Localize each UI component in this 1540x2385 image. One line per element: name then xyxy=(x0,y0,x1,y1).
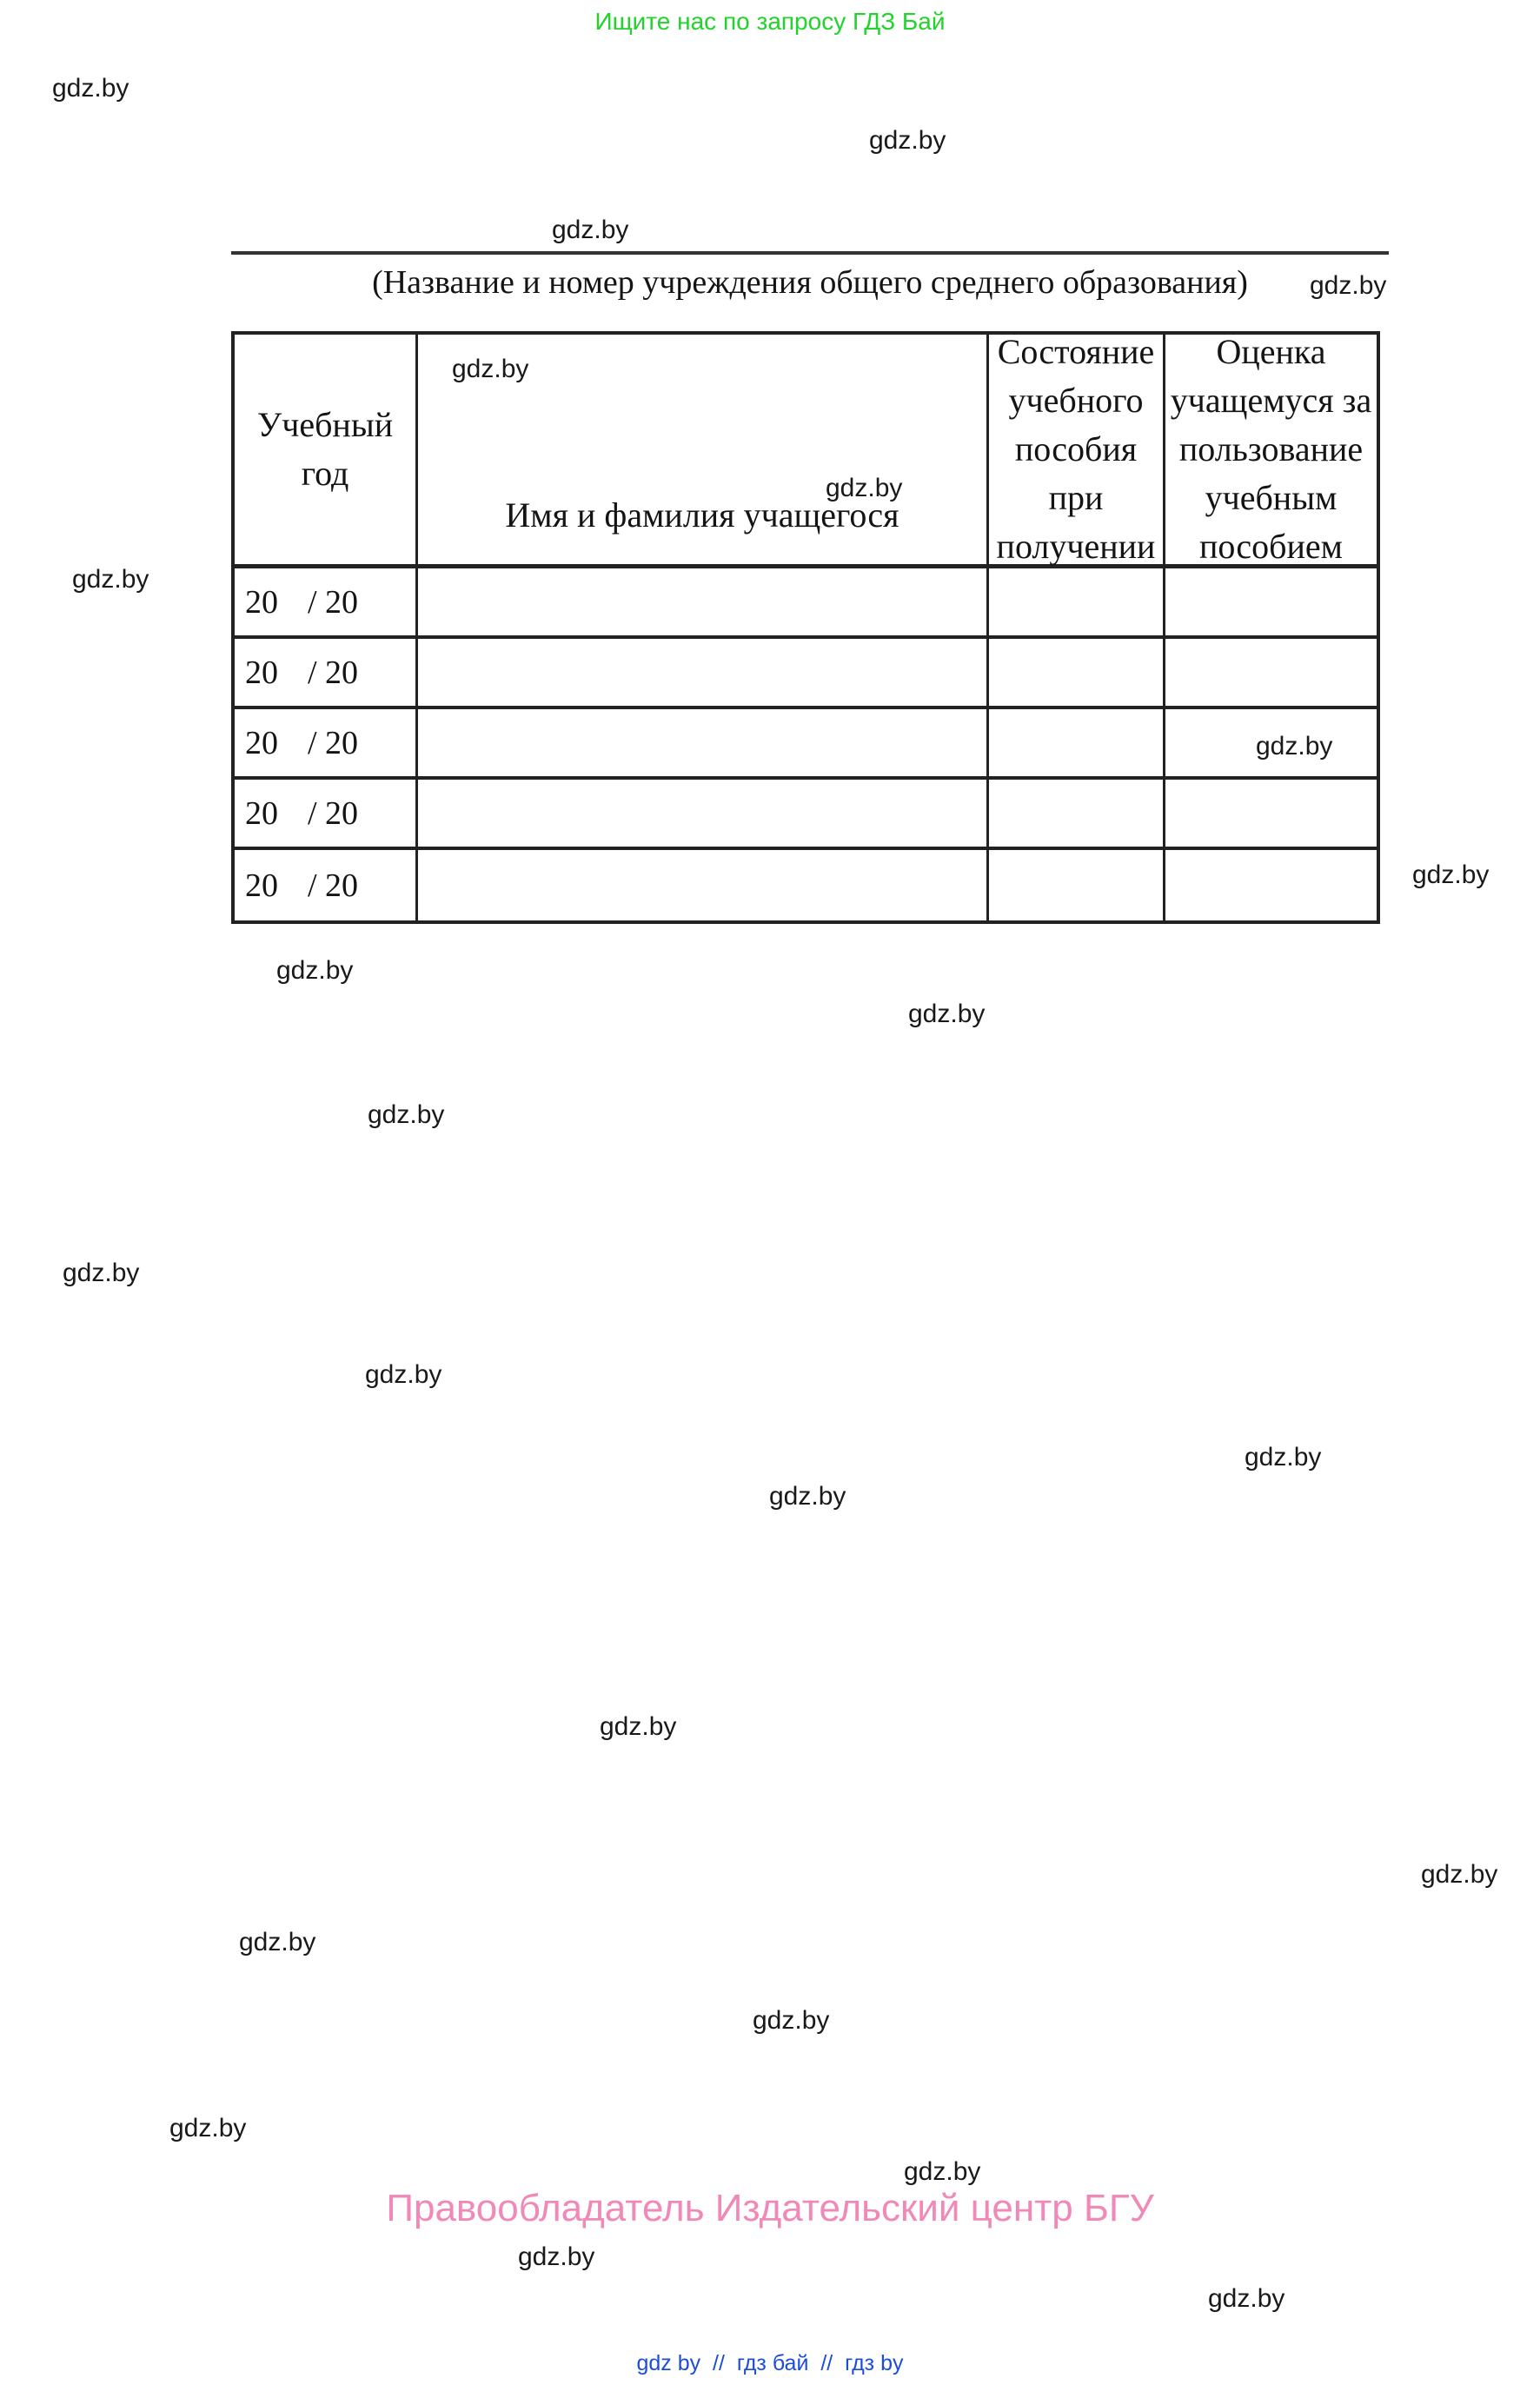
gdz-watermark: gdz.by xyxy=(169,2114,247,2143)
name-cell xyxy=(418,568,989,639)
gdz-watermark: gdz.by xyxy=(452,355,529,383)
condition-cell xyxy=(989,850,1165,920)
institution-line xyxy=(231,251,1389,255)
gdz-watermark: gdz.by xyxy=(518,2242,595,2271)
gdz-watermark: gdz.by xyxy=(52,74,129,103)
gdz-watermark: gdz.by xyxy=(1310,271,1387,300)
header-usage-mark: Оценка учащемуся за пользование учебным пособием xyxy=(1165,335,1377,568)
gdz-watermark: gdz.by xyxy=(1245,1443,1322,1472)
condition-cell xyxy=(989,780,1165,850)
gdz-watermark: gdz.by xyxy=(908,1000,986,1028)
gdz-watermark: gdz.by xyxy=(904,2157,981,2186)
name-cell xyxy=(418,850,989,920)
gdz-watermark: gdz.by xyxy=(1421,1860,1498,1889)
year-start: 20 xyxy=(245,867,278,904)
institution-caption: (Название и номер учреждения общего среднего образования) xyxy=(372,264,1248,301)
year-cell xyxy=(235,568,418,639)
gdz-watermark: gdz.by xyxy=(63,1259,140,1287)
gdz-watermark: gdz.by xyxy=(826,474,903,502)
year-start: 20 xyxy=(245,654,278,691)
copyright-holder-text: Правообладатель Издательский центр БГУ xyxy=(386,2187,1154,2229)
year-start: 20 xyxy=(245,583,278,621)
year-cell xyxy=(235,639,418,709)
top-banner-text: Ищите нас по запросу ГДЗ Бай xyxy=(594,8,946,35)
gdz-watermark: gdz.by xyxy=(365,1360,442,1389)
mark-cell xyxy=(1165,850,1377,920)
year-start: 20 xyxy=(245,794,278,832)
year-end: / 20 xyxy=(308,867,359,904)
textbook-registration-table xyxy=(231,331,1380,924)
condition-cell xyxy=(989,709,1165,780)
gdz-watermark: gdz.by xyxy=(769,1482,846,1511)
gdz-watermark: gdz.by xyxy=(1412,860,1490,889)
mark-cell xyxy=(1165,780,1377,850)
gdz-watermark: gdz.by xyxy=(276,956,354,985)
condition-cell xyxy=(989,568,1165,639)
name-cell xyxy=(418,709,989,780)
gdz-watermark: gdz.by xyxy=(869,126,946,155)
mark-cell xyxy=(1165,639,1377,709)
header-student-name: Имя и фамилия учащегося xyxy=(418,335,989,568)
gdz-watermark: gdz.by xyxy=(600,1712,677,1741)
year-cell xyxy=(235,850,418,920)
year-end: / 20 xyxy=(308,654,359,691)
gdz-watermark: gdz.by xyxy=(1208,2284,1285,2313)
condition-cell xyxy=(989,639,1165,709)
footer-site-text: gdz by // гдз бай // гдз by xyxy=(636,2351,904,2375)
year-cell xyxy=(235,780,418,850)
gdz-watermark: gdz.by xyxy=(753,2006,830,2035)
header-school-year: Учебный год xyxy=(235,335,418,568)
name-cell xyxy=(418,639,989,709)
mark-cell xyxy=(1165,568,1377,639)
gdz-watermark: gdz.by xyxy=(552,216,629,244)
header-book-condition: Состояние учебного пособия при получении xyxy=(989,335,1165,568)
name-cell xyxy=(418,780,989,850)
gdz-watermark: gdz.by xyxy=(239,1928,316,1956)
gdz-watermark: gdz.by xyxy=(72,565,149,594)
gdz-watermark: gdz.by xyxy=(368,1100,445,1129)
year-end: / 20 xyxy=(308,724,359,761)
year-end: / 20 xyxy=(308,583,359,621)
gdz-watermark: gdz.by xyxy=(1256,732,1333,761)
year-start: 20 xyxy=(245,724,278,761)
year-cell xyxy=(235,709,418,780)
year-end: / 20 xyxy=(308,794,359,832)
